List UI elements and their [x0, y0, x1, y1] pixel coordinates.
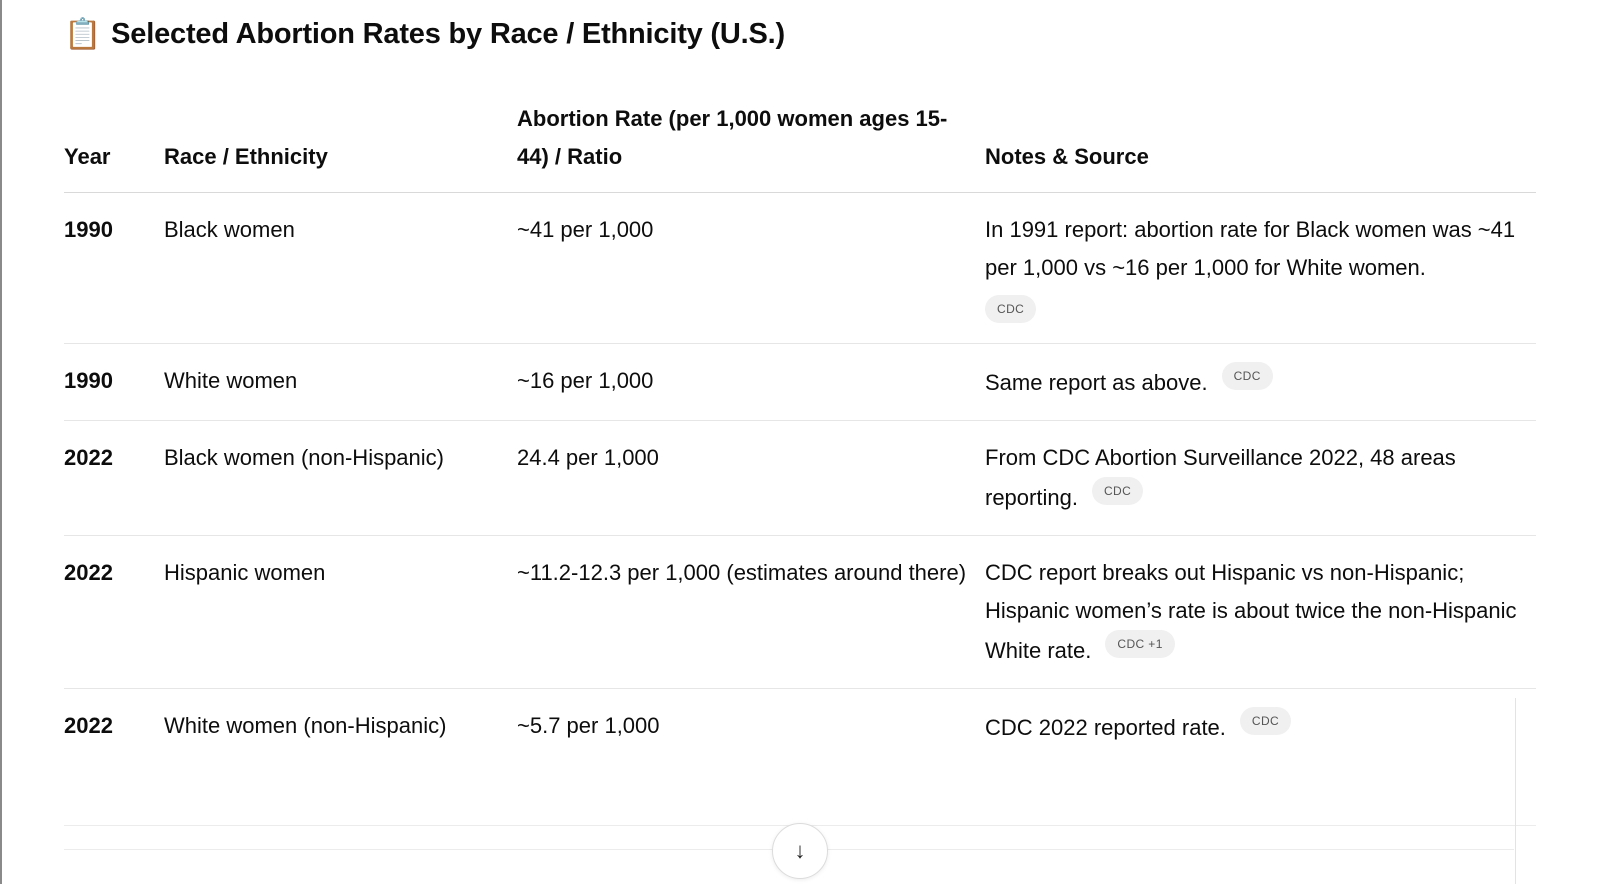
- cell-notes: [985, 689, 1536, 826]
- table-row: [64, 689, 1536, 826]
- cell-race: Black women (non-Hispanic): [164, 421, 517, 536]
- cell-notes: [985, 193, 1536, 344]
- cell-rate: ~41 per 1,000: [517, 193, 985, 344]
- table-row: [64, 193, 1536, 344]
- cell-notes: [985, 421, 1536, 536]
- table-title: Selected Abortion Rates by Race / Ethnicity (U.S.): [111, 18, 785, 50]
- citation-badge[interactable]: CDC: [985, 295, 1036, 323]
- table-header-row: [64, 100, 1536, 193]
- column-header-race: Race / Ethnicity: [164, 100, 517, 193]
- citation-badge[interactable]: CDC: [1240, 707, 1291, 735]
- clipboard-icon: 📋: [64, 17, 102, 51]
- table-row: [64, 536, 1536, 689]
- cell-year: 2022: [64, 689, 164, 826]
- column-header-rate: Abortion Rate (per 1,000 women ages 15-44) / Ratio: [517, 100, 985, 193]
- scroll-down-button[interactable]: [772, 823, 828, 879]
- table-heading: [64, 18, 785, 51]
- notes-text: CDC 2022 reported rate.: [985, 715, 1226, 740]
- cell-rate: ~5.7 per 1,000: [517, 689, 985, 826]
- citation-badge[interactable]: CDC +1: [1105, 630, 1174, 658]
- cell-notes: [985, 344, 1536, 421]
- notes-text: In 1991 report: abortion rate for Black women was ~41 per 1,000 vs ~16 per 1,000 for White women.: [985, 217, 1516, 280]
- notes-text: Same report as above.: [985, 370, 1208, 395]
- notes-text: From CDC Abortion Surveillance 2022, 48 areas reporting.: [985, 445, 1456, 510]
- column-header-notes: Notes & Source: [985, 100, 1536, 193]
- cell-year: 1990: [64, 344, 164, 421]
- cell-year: 2022: [64, 421, 164, 536]
- window-edge: [0, 0, 2, 884]
- table-scroll-edge: [1515, 698, 1516, 884]
- citation-badge[interactable]: CDC: [1092, 477, 1143, 505]
- cell-rate: ~11.2-12.3 per 1,000 (estimates around there): [517, 536, 985, 689]
- cell-year: 2022: [64, 536, 164, 689]
- arrow-down-icon: ↓: [794, 838, 806, 863]
- abortion-rates-table: [64, 100, 1536, 826]
- cell-race: Black women: [164, 193, 517, 344]
- cell-notes: [985, 536, 1536, 689]
- notes-text: CDC report breaks out Hispanic vs non-Hispanic; Hispanic women’s rate is about twice the non-Hispanic White rate.: [985, 560, 1517, 663]
- cell-race: White women (non-Hispanic): [164, 689, 517, 826]
- table-row: [64, 421, 1536, 536]
- column-header-year: Year: [64, 100, 164, 193]
- table-row: [64, 344, 1536, 421]
- cell-race: White women: [164, 344, 517, 421]
- cell-race: Hispanic women: [164, 536, 517, 689]
- cell-rate: ~16 per 1,000: [517, 344, 985, 421]
- table-container: [64, 100, 1536, 826]
- cell-rate: 24.4 per 1,000: [517, 421, 985, 536]
- citation-badge[interactable]: CDC: [1222, 362, 1273, 390]
- cell-year: 1990: [64, 193, 164, 344]
